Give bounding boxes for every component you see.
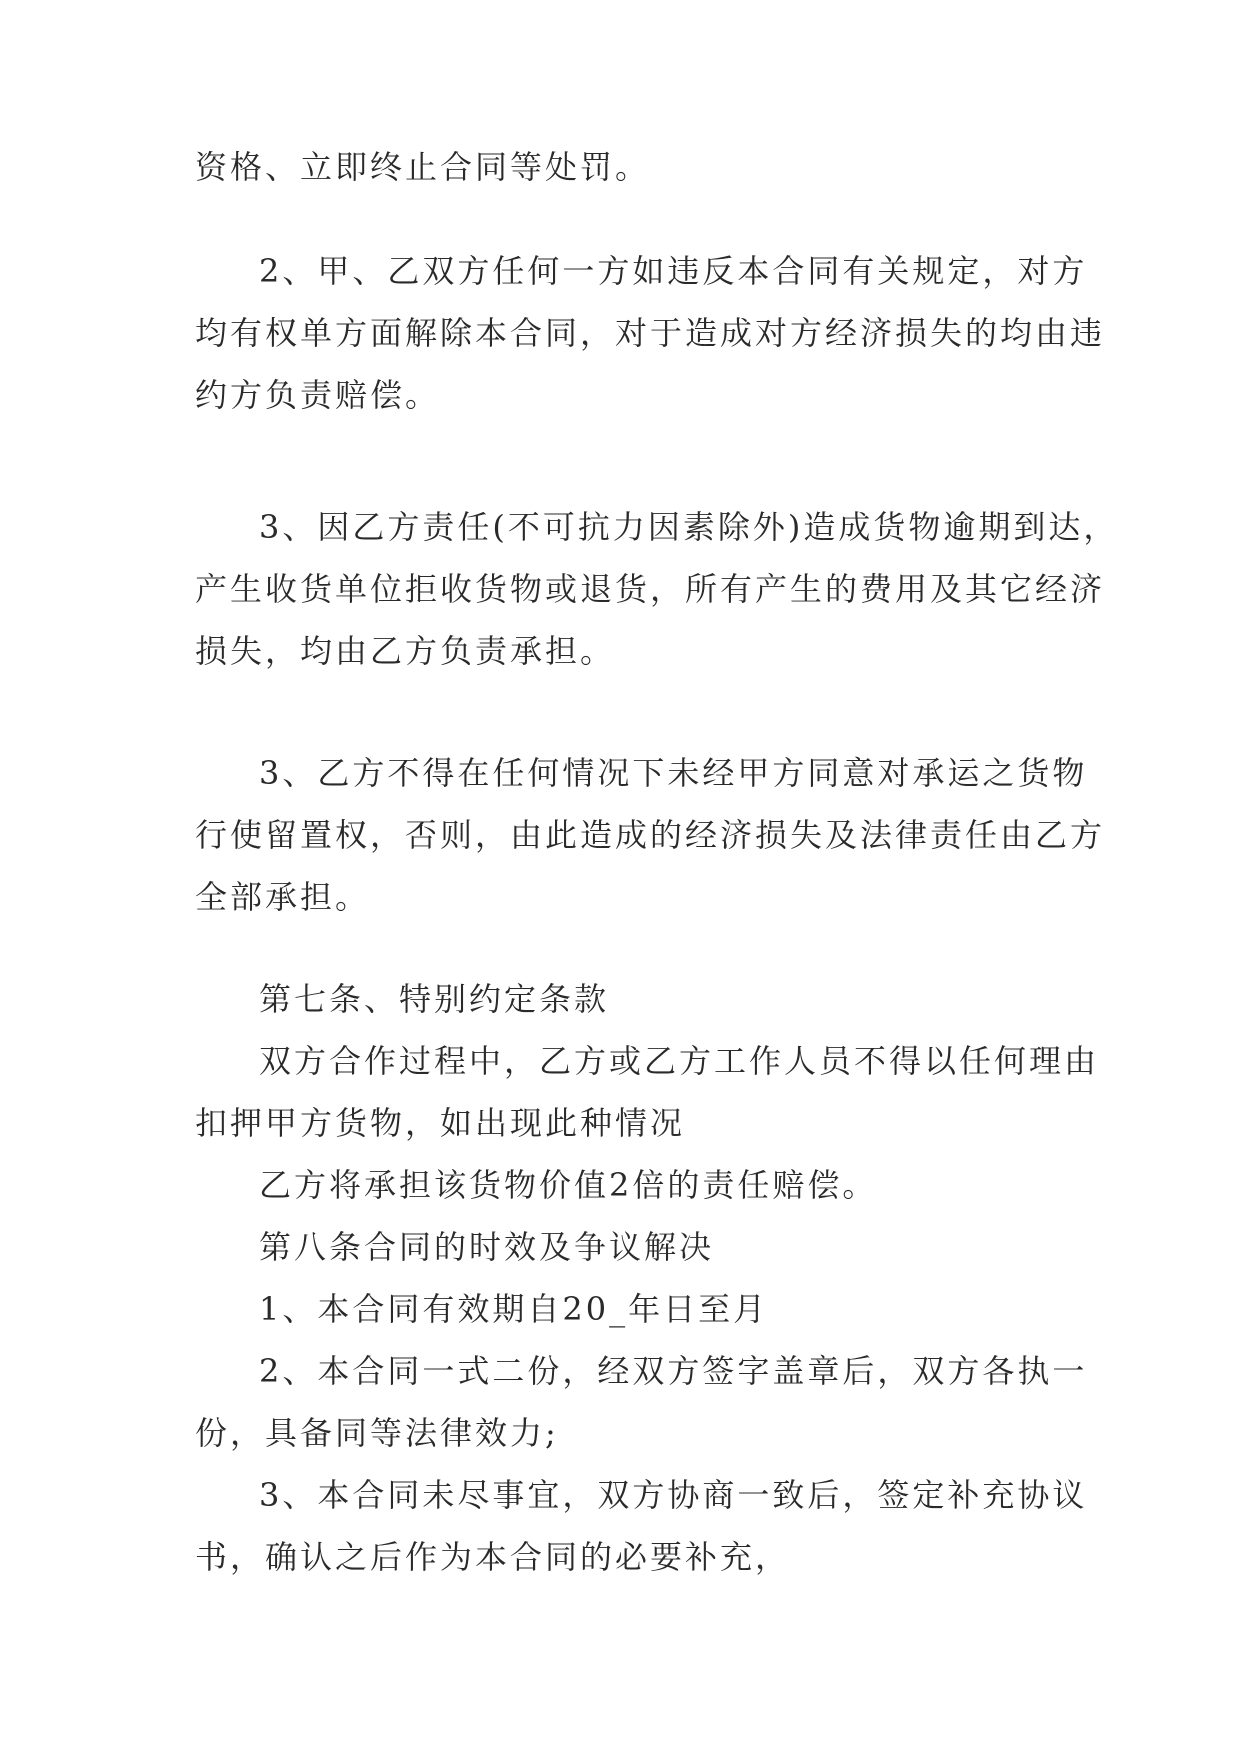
text-line: 约方负责赔偿。 <box>195 376 441 414</box>
paragraph-article-7-compensation <box>195 1154 1075 1216</box>
text-line: 3、本合同未尽事宜，双方协商一致后，签定补充协议 <box>259 1476 1088 1514</box>
paragraph-article-8-item-3 <box>195 1464 1088 1588</box>
text-line: 份，具备同等法律效力; <box>195 1414 559 1452</box>
paragraph-clause-2-breach <box>195 240 1106 426</box>
text-line: 产生收货单位拒收货物或退货，所有产生的费用及其它经济 <box>195 570 1106 608</box>
text-line: 书，确认之后作为本合同的必要补充， <box>195 1538 791 1576</box>
paragraph-article-7-body <box>195 1030 1100 1154</box>
text-line: 3、因乙方责任(不可抗力因素除外)造成货物逾期到达， <box>259 508 1119 546</box>
paragraph-article-8-item-2 <box>195 1340 1088 1464</box>
text-line: 全部承担。 <box>195 878 371 916</box>
text-line: 双方合作过程中，乙方或乙方工作人员不得以任何理由 <box>259 1042 1100 1080</box>
text-line: 乙方将承担该货物价值2倍的责任赔偿。 <box>259 1166 878 1204</box>
text-line: 3、乙方不得在任何情况下未经甲方同意对承运之货物 <box>259 754 1088 792</box>
text-line: 1、本合同有效期自20_年日至月 <box>259 1290 769 1328</box>
text-line: 损失，均由乙方负责承担。 <box>195 632 616 670</box>
text-line: 均有权单方面解除本合同，对于造成对方经济损失的均由违 <box>195 314 1106 352</box>
text-line: 资格、立即终止合同等处罚。 <box>195 148 651 186</box>
text-line: 行使留置权，否则，由此造成的经济损失及法律责任由乙方 <box>195 816 1106 854</box>
text-line: 扣押甲方货物，如出现此种情况 <box>195 1104 686 1142</box>
text-line: 2、本合同一式二份，经双方签字盖章后，双方各执一 <box>259 1352 1088 1390</box>
paragraph-clause-3-delay <box>195 496 1119 682</box>
section-heading-article-7 <box>195 968 1075 1030</box>
text-line: 第八条合同的时效及争议解决 <box>259 1228 715 1266</box>
section-heading-article-8 <box>195 1216 1075 1278</box>
text-line: 2、甲、乙双方任何一方如违反本合同有关规定，对方 <box>259 252 1088 290</box>
paragraph-penalty-end <box>195 136 1075 198</box>
paragraph-article-8-item-1 <box>195 1278 1075 1340</box>
text-line: 第七条、特别约定条款 <box>259 980 610 1018</box>
paragraph-clause-3-lien <box>195 742 1106 928</box>
